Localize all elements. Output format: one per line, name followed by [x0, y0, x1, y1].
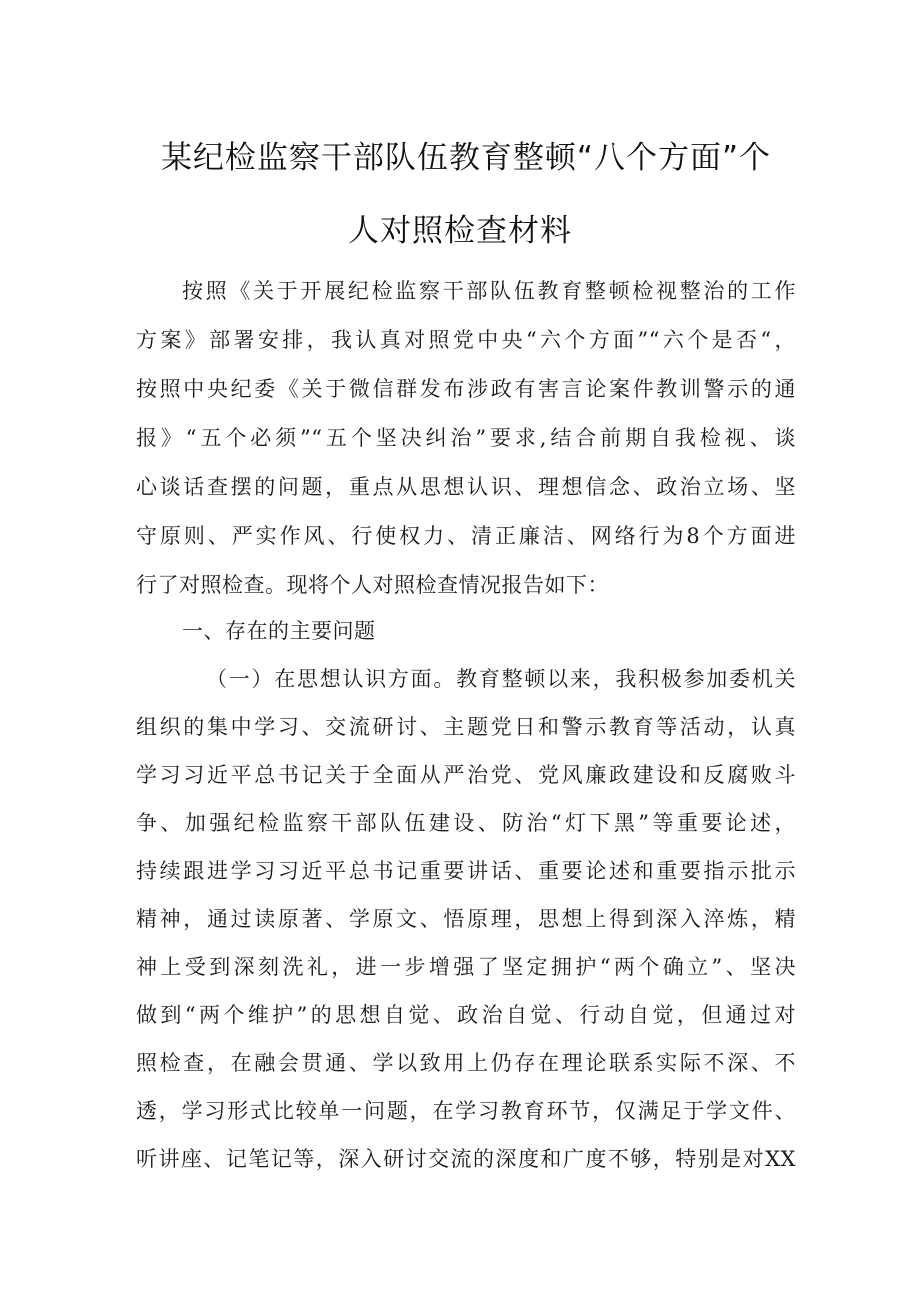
document-title-line-1: 某纪检监察干部队伍教育整顿“八个方面”个: [160, 140, 772, 176]
paragraph-1-line-4: 报》“五个必须”“五个坚决纠治”要求,结合前期自我检视、谈: [136, 426, 796, 450]
paragraph-2-line-5: 持续跟进学习习近平总书记重要讲话、重要论述和重要指示批示: [136, 859, 796, 883]
paragraph-1-line-6: 守原则、严实作风、行使权力、清正廉洁、网络行为8个方面进: [136, 524, 796, 548]
paragraph-2-line-8: 做到“两个维护”的思想自觉、政治自觉、行动自觉，但通过对: [136, 1003, 796, 1027]
paragraph-2-line-10: 透，学习形式比较单一问题，在学习教育环节，仅满足于学文件、: [136, 1099, 796, 1123]
paragraph-1-line-2: 方案》部署安排，我认真对照党中央“六个方面”“六个是否“，: [136, 328, 796, 352]
paragraph-2-line-2: 组织的集中学习、交流研讨、主题党日和警示教育等活动，认真: [136, 715, 796, 739]
document-title-line-2: 人对照检查材料: [348, 213, 572, 249]
paragraph-1-line-1: 按照《关于开展纪检监察干部队伍教育整顿检视整治的工作: [182, 279, 796, 303]
section-heading: 一、存在的主要问题: [182, 619, 376, 643]
paragraph-2-line-6: 精神，通过读原著、学原文、悟原理，思想上得到深入淬炼，精: [136, 907, 796, 931]
paragraph-1-line-3: 按照中央纪委《关于微信群发布涉政有害言论案件教训警示的通: [136, 377, 796, 401]
paragraph-2-line-3: 学习习近平总书记关于全面从严治党、党风廉政建设和反腐败斗: [136, 763, 796, 787]
paragraph-2-line-1: （一）在思想认识方面。教育整顿以来，我积极参加委机关: [206, 667, 796, 691]
paragraph-2-line-7: 神上受到深刻洗礼，进一步增强了坚定拥护“两个确立”、坚决: [136, 955, 796, 979]
paragraph-2-line-9: 照检查，在融会贯通、学以致用上仍存在理论联系实际不深、不: [136, 1051, 796, 1075]
paragraph-2-line-11: 听讲座、记笔记等，深入研讨交流的深度和广度不够，特别是对XX: [136, 1147, 796, 1171]
paragraph-2-line-4: 争、加强纪检监察干部队伍建设、防治“灯下黑”等重要论述，: [136, 811, 796, 835]
paragraph-1-line-7: 行了对照检查。现将个人对照检查情况报告如下：: [136, 573, 609, 597]
paragraph-1-line-5: 心谈话查摆的问题，重点从思想认识、理想信念、政治立场、坚: [136, 475, 796, 499]
